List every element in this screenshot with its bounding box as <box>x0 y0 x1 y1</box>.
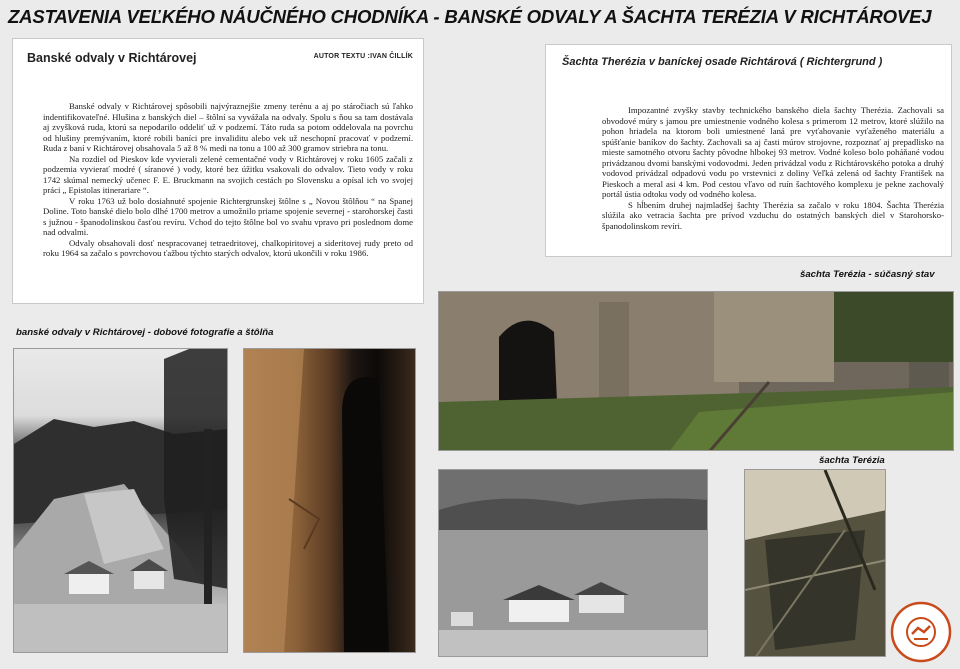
current-state-caption: šachta Terézia - súčasný stav <box>800 269 935 280</box>
shaft-therezia-text-panel <box>545 44 952 257</box>
poster-title: ZASTAVENIA VEĽKÉHO NÁUČNÉHO CHODNÍKA - BANSKÉ ODVALY A ŠACHTA TERÉZIA V RICHTÁROVEJ <box>8 6 932 27</box>
shaft-ruins-photo <box>438 291 954 451</box>
panel-heading: Banské odvaly v Richtárovej <box>27 51 197 65</box>
paragraph: Na rozdiel od Pieskov kde vyvierali zelené cementačné vody v Richtárovej v roku 1605 začali z podzemia vyvierať modré ( síranové ) vody, ktoré bez úžitku vsakovali do odvalov. Tieto vody v roku 1742 skúmal nemecký učenec F. E. Bruckmann na svojich cestách po Slovensku a opísal ich vo svojej práci „ Epistolas itinerariare “. <box>43 153 413 195</box>
historic-photos-caption: banské odvaly v Richtárovej - dobové fotografie a štôlňa <box>16 327 274 338</box>
paragraph: Impozantné zvyšky stavby technického banského diela šachty Therézia. Zachovali sa obvodové múry s jamou pre umiestnenie vodného kolesa s primerom 12 metrov, ktoré slúžilo na pohon hriadela na ktorom boli umiestnené laná pre vyťahovanie vyťaženého materiálu a spúšťanie baníkov do šachty. Zachovali sa aj časti múrov strojovne, rozpoznať aj prepadlisko na mieste samotného otvoru šachty pôvodne hlbokej 93 metrov. Vodné koleso bolo poháňané vodou privádzanou dvomi banskými vodovodmi. Jeden privádzal vodu z Richtárovského potoka a druhý vodovod privádzal odpadovú vodu po vrstevnici z doliny Veľká zelená od šachty František na Pieskoch a meral asi 4 km. Pod cestou vľavo od ruín šachtového komplexu je pekne zachovalý portál ústia odtoku vody od vodného kolesa. <box>602 105 944 199</box>
paragraph: Odvaly obsahovali dosť nespracovanej tetraedritovej, chalkopiritovej a sideritovej rudy preto od roku 1964 sa začalo s povrchovou ťažbou týchto starých odvalov, ktorú ukončili v roku 1986. <box>43 237 413 258</box>
panel-body <box>43 101 413 259</box>
historic-dumps-photo <box>13 348 228 653</box>
panel-body <box>602 105 944 231</box>
paragraph: Banské odvaly v Richtárovej spôsobili najvýraznejšie zmeny terénu a aj po stáročiach sú ľahko indentifikovateľné. Hlušina z banských diel – štôlní sa vyvážala na odvaly. Spolu s ňou sa tam dostávala aj zvyšková ruda, ktorú sa nepodarilo oddeliť už v podzemí. Táto ruda sa potom oddelovala na povrchu od hlušiny premývaním, ktoré robili baníci pre invaliditu alebo vek už neschopní pracovať v podzemí. Ruda z baní v Richtárovej obsahovala 5 až 8 % medi na tonu a 100 až 300 gramov striebra na tonu. <box>43 101 413 153</box>
paragraph: V roku 1763 už bolo dosiahnuté spojenie Richtergrunskej štôlne s „ Novou štôlňou “ na Spanej Doline. Toto banské dielo bolo dlhé 1700 metrov a umožnilo priame spojenie severnej - starohorskej časti s južnou - španodolinskou časťou revíru. Vchod do tejto štôlne bol vo svahu vpravo pri poslednom dome nad odvalmi. <box>43 195 413 237</box>
author-credit: AUTOR TEXTU :IVAN ČILLÍK <box>313 53 413 60</box>
adit-photo <box>243 348 416 653</box>
shaft-pit-photo <box>744 469 886 657</box>
village-photo <box>438 469 708 657</box>
geopark-logo <box>890 601 952 663</box>
mining-dumps-text-panel <box>12 38 424 304</box>
paragraph: S hĺbením druhej najmladšej šachty Therézia sa začalo v roku 1804. Šachta Therézia slúžila ako vetracia šachta pre prívod vzduchu do ostatných banských diel v Starohorsko-španodolinskom revíri. <box>602 199 944 231</box>
panel-heading: Šachta Therézia v baníckej osade Richtárová ( Richtergrund ) <box>562 56 883 68</box>
shaft-caption: šachta Terézia <box>819 455 885 466</box>
